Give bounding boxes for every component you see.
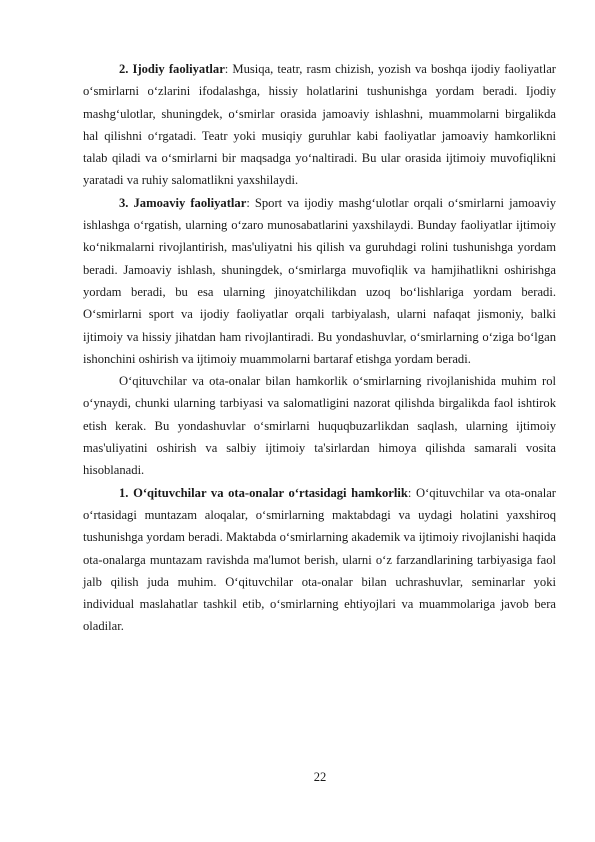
paragraph-hamkorlik-intro [83,370,556,481]
paragraph-text: O‘qituvchilar va ota-onalar bilan hamkorlik o‘smirlarning rivojlanishida muhim rol o‘ynaydi, chunki ularning tarbiyasi va salomatligini nazorat qilishda birgalikda faol ishtirok etish kerak. Bu yondashuvlar o‘smirlarni huquqbuzarlikdan saqlash, ularning ijtimoiy mas'uliyatini oshirish va salbiy ijtimoiy ta'sirlardan himoya qilishda samarali vosita hisoblanadi. [83,374,556,478]
paragraph-text: : Musiqa, teatr, rasm chizish, yozish va boshqa ijodiy faoliyatlar o‘smirlarni o‘zlarini ifodalashga, hissiy holatlarini tushunishga yordam beradi. Ijodiy mashg‘ulotlar, shuningdek, o‘smirlar orasida jamoaviy ishlashni, muammolarni birgalikda hal qilishni o‘rgatadi. Teatr yoki musiqiy guruhlar kabi faoliyatlar jamoaviy hamkorlikni talab qiladi va o‘smirlarni bir maqsadga yo‘naltiradi. Bu ular orasida ijtimoiy muvofiqlikni yaratadi va ruhiy salomatlikni yaxshilaydi. [83,62,556,188]
document-body [83,58,556,638]
paragraph-heading: 2. Ijodiy faoliyatlar [119,62,225,76]
paragraph-heading: 1. O‘qituvchilar va ota-onalar o‘rtasidagi hamkorlik [119,485,408,500]
paragraph-ijodiy-faoliyatlar [83,58,556,192]
paragraph-text: : Sport va ijodiy mashg‘ulotlar orqali o‘smirlarni jamoaviy ishlashga o‘rgatish, ularning o‘zaro munosabatlarini yaxshilaydi. Bunday faoliyatlar ijtimoiy ko‘nikmalarni rivojlantirish, mas'uliyatni his qilish va guruhdagi rolini tushunishga yordam beradi. Jamoaviy ishlash, shuningdek, o‘smirlarga muvofiqlik va hamjihatlikni oshirishga yordam beradi, bu esa ularning jinoyatchilikdan uzoq bo‘lishlariga yordam beradi. O‘smirlarni sport va ijodiy faoliyatlar orqali tarbiyalash, ularni nafaqat jismoniy, balki ijtimoiy va hissiy jihatdan ham rivojlantiradi. Bu yondashuvlar, o‘smirlarning o‘ziga bo‘lgan ishonchini oshirish va ijtimoiy muammolarni bartaraf etishga yordam beradi. [83,195,556,366]
paragraph-oqituvchilar-hamkorlik [83,482,556,638]
page-number: 22 [313,770,327,784]
paragraph-heading: 3. Jamoaviy faoliyatlar [119,195,247,210]
paragraph-jamoaviy-faoliyatlar [83,192,556,370]
paragraph-text: : O‘qituvchilar va ota-onalar o‘rtasidagi muntazam aloqalar, o‘smirlarning maktabdagi va uydagi holatini yaxshiroq tushunishga yordam beradi. Maktabda o‘smirlarning akademik va ijtimoiy rivojlanishi haqida ota-onalarga muntazam ravishda ma'lumot berish, ularni o‘z farzandlarining tarbiyasiga faol jalb qilish juda muhim. O‘qituvchilar ota-onalar bilan uchrashuvlar, seminarlar yoki individual maslahatlar tashkil etib, o‘smirlarning ehtiyojlari va muammolariga javob bera oladilar. [83,485,556,634]
